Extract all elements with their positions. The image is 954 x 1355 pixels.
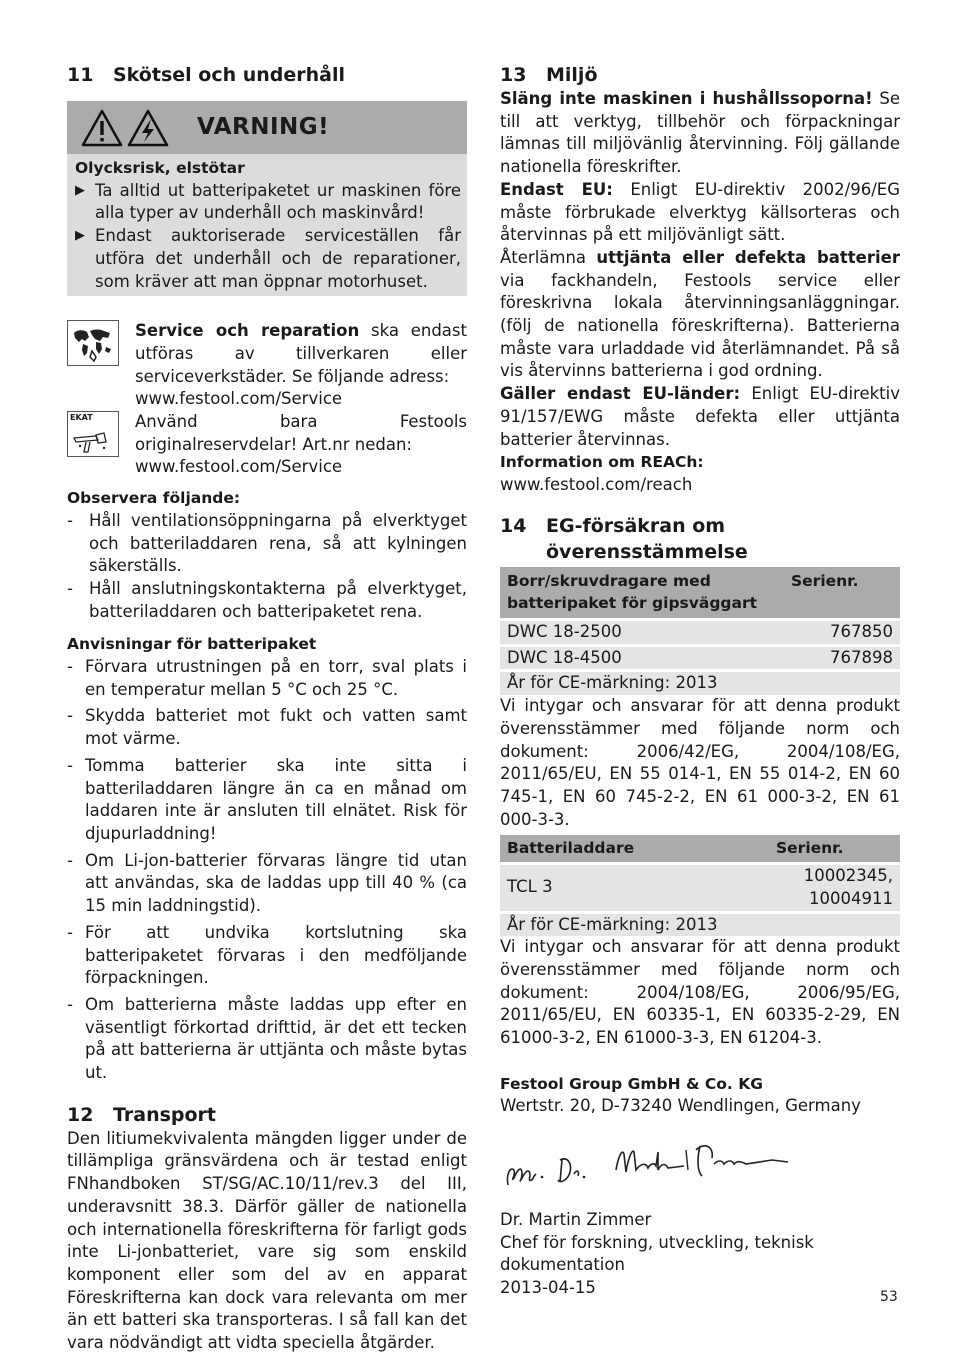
- battery-item: - Om batterierna måste laddas upp efter en väsentligt förkortad drifttid, är det ett tecken på att batterierna är uttjänta och måste bytas ut.: [67, 994, 467, 1083]
- service-url[interactable]: www.festool.com/Service: [135, 389, 343, 409]
- warning-header: [67, 101, 467, 154]
- transport-text: Den litiumekvivalenta mängden ligger under de tillämpliga gränsvärdena och är testad enligt FNhandboken ST/SG/AC.10/11/rev.3 del III, underavsnitt 38.3. Därför gäller de nationella och internationella föreskrifterna för farligt gods inte Li-jonbatteriet, vare sig som enskild komponent eller som del av en apparat Föreskrifterna kan dock vara relevanta om mer än ett batteri ska transporteras. I så fall kan det vara nödvändigt att vidta speciella åtgärder.: [67, 1128, 467, 1353]
- environment-paragraph-4: Gäller endast EU-länder: Enligt EU-direktiv 91/157/EWG måste defekta eller uttjänta batterier återvinnas.: [500, 384, 900, 449]
- product-table-drills: [500, 567, 900, 696]
- signatory-name: Dr. Martin Zimmer: [500, 1209, 652, 1229]
- ekat-icon: EKAT: [67, 411, 119, 457]
- section-13-heading: 13 Miljö: [500, 64, 598, 86]
- warning-item: ▶ Ta alltid ut batteripaketet ur maskinen före alla typer av underhåll och maskinvård!: [75, 180, 461, 225]
- spare-parts-block: [67, 411, 467, 479]
- warning-title: VARNING!: [197, 114, 330, 141]
- section-12-heading: 12 Transport: [67, 1103, 217, 1126]
- left-column: [67, 62, 467, 1355]
- environment-paragraph-3: Återlämna uttjänta eller defekta batterier via fackhandeln, Festools service eller föreskrivna lokala återvinningsanläggningar. (följ de nationella föreskrifterna). Batterierna måste vara urladdade vid återlämnandet. På så vis återvinns batterierna i god ordning.: [500, 247, 900, 381]
- declaration-date: 2013-04-15: [500, 1277, 596, 1297]
- section-12-title: Transport: [113, 1103, 217, 1126]
- arrow-bullet-icon: ▶: [75, 228, 85, 244]
- spare-parts-url[interactable]: www.festool.com/Service: [135, 457, 343, 477]
- battery-item: - Skydda batteriet mot fukt och vatten samt mot värme.: [67, 706, 467, 749]
- company-address: Wertstr. 20, D-73240 Wendlingen, Germany: [500, 1096, 861, 1116]
- warning-body: [67, 154, 467, 296]
- table-header: Borr/skruvdragare med batteripaket för gipsväggart Serienr.: [500, 567, 900, 620]
- reach-info: Information om REACh: www.festool.com/reach: [500, 453, 704, 494]
- battery-item: - Om Li-jon-batterier förvaras längre tid utan att användas, ska de laddas upp till 40 % (ca 15 min laddningstid).: [67, 850, 467, 916]
- table-row: TCL 3 10002345, 10004911: [500, 864, 900, 912]
- environment-paragraph-1: Släng inte maskinen i hushållssoporna! Se till att verktyg, tillbehör och förpackningar lämnas till miljövänlig återvinning. Följ gällande nationella föreskrifter.: [500, 89, 901, 177]
- section-13-title: Miljö: [546, 64, 598, 86]
- right-column: [500, 62, 900, 1300]
- section-14-title: EG-försäkran om överensstämmelse: [546, 514, 748, 563]
- table-row: DWC 18-4500 767898: [500, 645, 900, 671]
- world-service-icon: [67, 320, 119, 366]
- reach-url[interactable]: www.festool.com/reach: [500, 474, 693, 494]
- table-header: Batteriladdare Serienr.: [500, 835, 900, 863]
- warning-triangle-icon: [81, 109, 123, 147]
- company-name: Festool Group GmbH & Co. KG: [500, 1074, 763, 1093]
- table-row-ce-year: År för CE-märkning: 2013: [500, 912, 900, 936]
- conformity-text-2: Vi intygar och ansvarar för att denna produkt överensstämmer med följande norm och dokument: 2004/108/EG, 2006/95/EG, 2011/65/EU, EN 60335-1, EN 60335-2-29, EN 61000-3-2, EN 61000-3-3, EN 61204-3.: [500, 937, 900, 1048]
- signature-image: [500, 1130, 800, 1200]
- signatory-role: Chef för forskning, utveckling, teknisk dokumentation: [500, 1232, 814, 1275]
- observe-item: - Håll anslutningskontakterna på elverktyget, batteriladdaren och batteripaketet rena.: [67, 578, 467, 621]
- environment-paragraph-2: Endast EU: Enligt EU-direktiv 2002/96/EG måste förbrukade elverktyg källsorteras och återvinnas på ett miljövänligt sätt.: [500, 179, 900, 245]
- battery-item: - För att undvika kortslutning ska batteripaketet förvaras i den medföljande förpackningen.: [67, 922, 467, 988]
- section-11-title: Skötsel och underhåll: [113, 64, 346, 86]
- warning-box: [67, 101, 467, 296]
- arrow-bullet-icon: ▶: [75, 182, 85, 198]
- warning-item: ▶ Endast auktoriserade serviceställen får utföra det underhåll och de reparationer, som kräver att man öppnar motorhuset.: [75, 225, 461, 293]
- warning-subtitle: Olycksrisk, elstötar: [75, 159, 245, 177]
- section-14-heading: 14 EG-försäkran om överensstämmelse: [500, 513, 900, 565]
- electric-shock-icon: [127, 109, 169, 147]
- service-block: [67, 320, 467, 411]
- section-11-heading: 11 Skötsel och underhåll: [67, 64, 346, 86]
- battery-item: - Tomma batterier ska inte sitta i batteriladdaren längre än ca en månad om laddaren inte är ansluten till elnätet. Risk för djupurladdning!: [67, 755, 467, 843]
- battery-item: - Förvara utrustningen på en torr, sval plats i en temperatur mellan 5 °C och 25 °C.: [67, 657, 467, 699]
- battery-heading: Anvisningar för batteripaket: [67, 635, 317, 654]
- spare-parts-text: Använd bara Festools originalreservdelar! Art.nr nedan: www.festool.com/Service: [135, 412, 467, 477]
- observe-item: - Håll ventilationsöppningarna på elverktyget och batteriladdaren rena, så att kylningen säkerställs.: [67, 510, 467, 576]
- observe-heading: Observera följande:: [67, 489, 241, 508]
- product-table-charger: [500, 835, 900, 936]
- table-row: DWC 18-2500 767850: [500, 620, 900, 646]
- service-text: Service och reparation ska endast utföras av tillverkaren eller serviceverkstäder. Se följande adress: www.festool.com/Service: [135, 321, 467, 409]
- table-row-ce-year: År för CE-märkning: 2013: [500, 671, 900, 695]
- page-number: 53: [880, 1289, 898, 1305]
- conformity-text-1: Vi intygar och ansvarar för att denna produkt överensstämmer med följande norm och dokument: 2006/42/EG, 2004/108/EG, 2011/65/EU, EN 55 014-1, EN 55 014-2, EN 60 745-1, EN 60 745-2-2, EN 61 000-3-2, EN 61 000-3-3.: [500, 696, 900, 829]
